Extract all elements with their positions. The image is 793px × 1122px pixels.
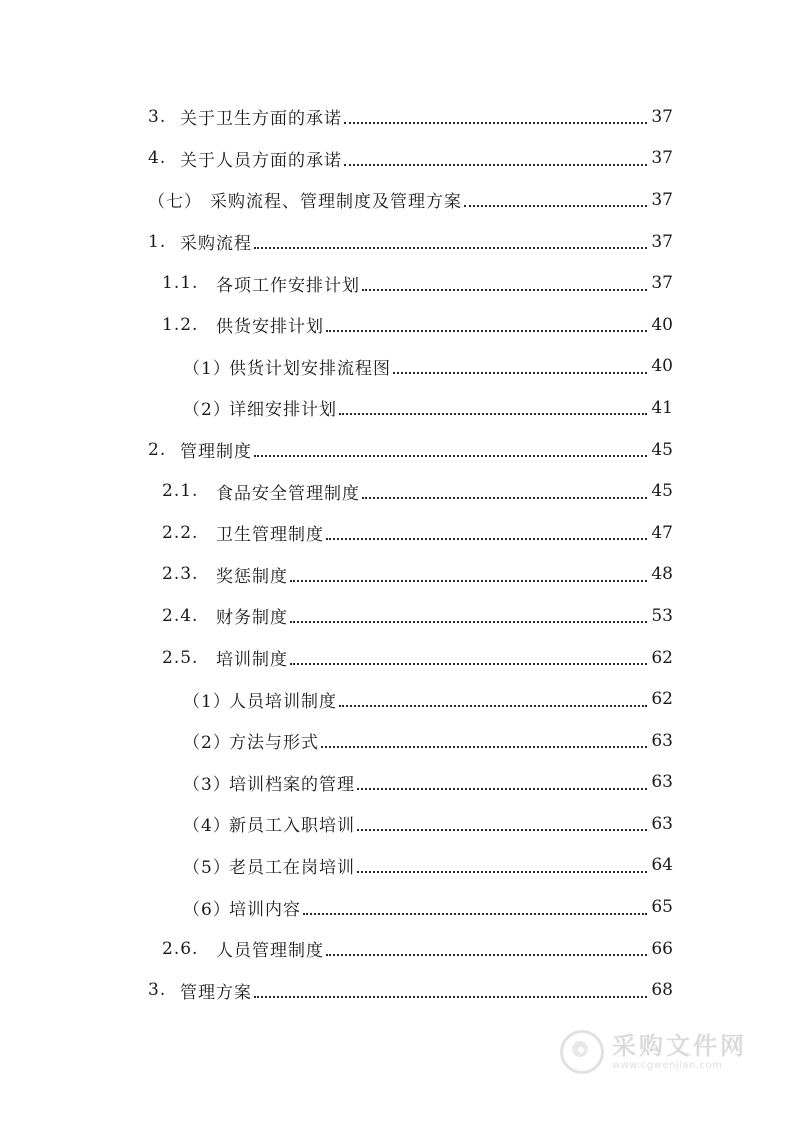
dot-leader — [326, 329, 647, 332]
toc-entry-title: 采购流程、管理制度及管理方案 — [210, 192, 462, 213]
toc-entry-title: 人员管理制度 — [216, 941, 324, 962]
toc-entry[interactable] — [0, 429, 793, 471]
toc-entry-page: 62 — [651, 647, 673, 668]
toc-entry-title: 各项工作安排计划 — [216, 275, 360, 296]
dot-leader — [290, 579, 647, 582]
toc-entry-number: 2. — [148, 439, 167, 460]
toc-entry-page: 68 — [651, 980, 673, 1001]
dot-leader — [393, 371, 647, 374]
toc-entry[interactable] — [0, 678, 793, 720]
toc-entry[interactable] — [0, 886, 793, 928]
toc-entry[interactable] — [0, 138, 793, 180]
toc-entry-page: 40 — [651, 314, 673, 335]
toc-entry-title: 采购流程 — [180, 234, 252, 255]
dot-leader — [290, 662, 647, 665]
toc-entry-page: 63 — [651, 813, 673, 834]
toc-entry[interactable] — [0, 304, 793, 346]
dot-leader — [362, 288, 647, 291]
toc-entry-title: 奖惩制度 — [216, 566, 288, 587]
toc-entry[interactable] — [0, 96, 793, 138]
dot-leader — [344, 121, 647, 124]
toc-entry-number: 1.2. — [162, 314, 199, 335]
toc-entry-number: （2） — [183, 733, 231, 754]
dot-leader — [344, 163, 647, 166]
toc-entry[interactable] — [0, 845, 793, 887]
toc-entry-number: 2.5. — [162, 647, 199, 668]
toc-entry[interactable] — [0, 928, 793, 970]
toc-entry-number: （1） — [183, 358, 231, 379]
toc-entry-page: 37 — [651, 189, 673, 210]
toc-entry-title: 详细安排计划 — [229, 400, 337, 421]
toc-entry-page: 48 — [651, 564, 673, 585]
toc-entry-page: 63 — [651, 730, 673, 751]
dot-leader — [254, 995, 647, 998]
toc-entry-number: （七） — [148, 192, 202, 213]
toc-entry-title: 管理方案 — [180, 982, 252, 1003]
dot-leader — [254, 246, 647, 249]
toc-entry-page: 37 — [651, 106, 673, 127]
toc-entry-number: （4） — [183, 816, 231, 837]
toc-entry-title: 新员工入职培训 — [229, 816, 355, 837]
toc-entry-title: 培训档案的管理 — [229, 774, 355, 795]
toc-entry-number: 2.6. — [162, 938, 199, 959]
toc-entry[interactable] — [0, 512, 793, 554]
dot-leader — [357, 787, 647, 790]
toc-entry-page: 41 — [651, 397, 673, 418]
toc-entry[interactable] — [0, 262, 793, 304]
dot-leader — [254, 454, 647, 457]
toc-entry[interactable] — [0, 637, 793, 679]
toc-entry[interactable] — [0, 595, 793, 637]
toc-entry-page: 65 — [651, 897, 673, 918]
dot-leader — [357, 870, 647, 873]
watermark-text — [612, 1031, 747, 1071]
toc-entry-title: 老员工在岗培训 — [229, 857, 355, 878]
watermark-name: 采购文件网 — [612, 1031, 747, 1060]
toc-entry-title: 食品安全管理制度 — [216, 483, 360, 504]
toc-entry-title: 培训内容 — [229, 899, 301, 920]
toc-entry-number: （1） — [183, 691, 231, 712]
toc-entry-number: 3. — [148, 980, 167, 1001]
toc-entry[interactable] — [0, 720, 793, 762]
toc-entry[interactable] — [0, 346, 793, 388]
toc-entry-page: 37 — [651, 231, 673, 252]
toc-entry-page: 40 — [651, 356, 673, 377]
toc-entry-number: 2.2. — [162, 522, 199, 543]
toc-entry-page: 47 — [651, 522, 673, 543]
toc-entry-number: 3. — [148, 106, 167, 127]
toc-entry-page: 37 — [651, 273, 673, 294]
toc-entry[interactable] — [0, 969, 793, 1011]
table-of-contents — [0, 96, 793, 1011]
toc-entry-page: 45 — [651, 439, 673, 460]
toc-entry-number: 2.1. — [162, 481, 199, 502]
toc-entry-title: 财务制度 — [216, 608, 288, 629]
toc-entry-number: （3） — [183, 774, 231, 795]
toc-entry-number: 1. — [148, 231, 167, 252]
toc-entry[interactable] — [0, 221, 793, 263]
dot-leader — [357, 828, 647, 831]
toc-entry-title: 供货计划安排流程图 — [229, 358, 391, 379]
toc-entry-title: 培训制度 — [216, 650, 288, 671]
toc-entry-title: 方法与形式 — [229, 733, 319, 754]
dot-leader — [362, 496, 647, 499]
toc-entry-page: 45 — [651, 481, 673, 502]
toc-entry[interactable] — [0, 803, 793, 845]
toc-entry-title: 管理制度 — [180, 442, 252, 463]
toc-entry-page: 53 — [651, 605, 673, 626]
dot-leader — [290, 620, 647, 623]
toc-entry[interactable] — [0, 470, 793, 512]
dot-leader — [464, 204, 647, 207]
toc-entry-title: 人员培训制度 — [229, 691, 337, 712]
toc-entry-page: 62 — [651, 689, 673, 710]
toc-entry-number: （5） — [183, 857, 231, 878]
dot-leader — [326, 537, 647, 540]
toc-entry-number: 1.1. — [162, 273, 199, 294]
toc-entry-number: （6） — [183, 899, 231, 920]
dot-leader — [339, 412, 647, 415]
watermark — [560, 1030, 747, 1074]
dot-leader — [303, 912, 647, 915]
toc-entry-number: 4. — [148, 148, 167, 169]
toc-entry-title: 关于卫生方面的承诺 — [180, 109, 342, 130]
dot-leader — [339, 704, 647, 707]
watermark-logo-icon — [560, 1030, 604, 1074]
toc-entry[interactable] — [0, 387, 793, 429]
dot-leader — [326, 953, 647, 956]
toc-entry-title: 供货安排计划 — [216, 317, 324, 338]
toc-entry[interactable] — [0, 762, 793, 804]
dot-leader — [321, 745, 647, 748]
toc-entry-number: （2） — [183, 400, 231, 421]
toc-entry[interactable] — [0, 554, 793, 596]
toc-entry-number: 2.3. — [162, 564, 199, 585]
toc-entry-page: 64 — [651, 855, 673, 876]
toc-entry-title: 关于人员方面的承诺 — [180, 150, 342, 171]
watermark-url: www.cgwenjian.com — [612, 1059, 723, 1071]
toc-entry-page: 66 — [651, 938, 673, 959]
toc-entry-number: 2.4. — [162, 605, 199, 626]
toc-entry-page: 63 — [651, 772, 673, 793]
toc-entry-title: 卫生管理制度 — [216, 525, 324, 546]
toc-entry[interactable] — [0, 179, 793, 221]
toc-entry-page: 37 — [651, 148, 673, 169]
